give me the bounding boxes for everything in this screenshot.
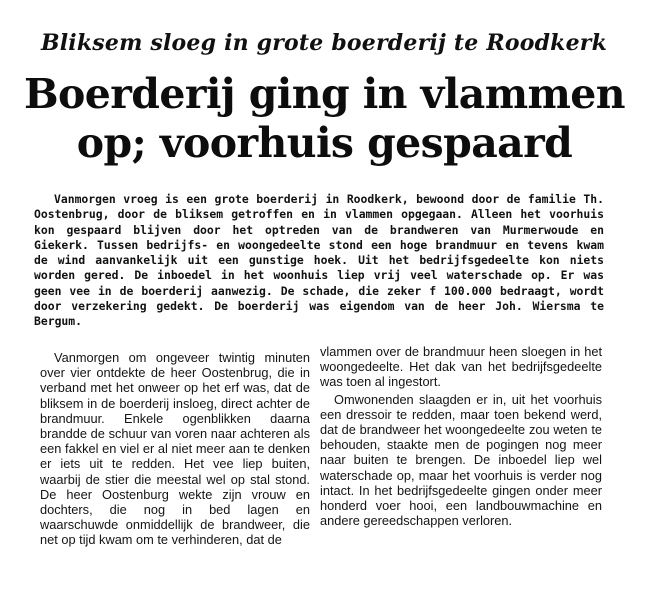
body-column-right xyxy=(320,344,602,528)
body-paragraph: Vanmorgen om ongeveer twintig minuten over vier ontdekte de heer Oostenbrug, die in verband met het onweer op het erf was, dat de bliksem in de boerderij insloeg, direct achter de brandmuur. Enkele ogenblikken daarna brandde de schuur van voren naar achteren als een fakkel en viel er al niet meer aan te denken er iets uit te redden. Het vee liep buiten, waarbij de stier die meestal wel op stal stond. De heer Oostenburg wekte zijn vrouw en dochters, die nog in bed lagen en waarschuwde onmiddellijk de brandweer, die net op tijd kwam om te verhinderen, dat de xyxy=(40,350,310,548)
article-headline: Boerderij ging in vlammen op; voorhuis gespaard xyxy=(23,70,625,167)
article-lead-text: Vanmorgen vroeg is een grote boerderij in Roodkerk, bewoond door de familie Th. Oostenbrug, door de bliksem getroffen en in vlammen opgegaan. Alleen het voorhuis kon gespaard blijven door het optreden van de brandweren van Murmerwoude en Giekerk. Tussen bedrijfs- en woongedeelte stond een hoge brandmuur en tevens kwam de wind aanvankelijk uit een gunstige hoek. Uit het bedrijfsgedeelte kon niets worden gered. De inboedel in het woonhuis liep vrij veel waterschade op. Er was geen vee in de boerderij aanwezig. De schade, die zeker f 100.000 bedraagt, wordt door verzekering gedekt. De boerderij was eigendom van de heer Joh. Wiersma te Bergum. xyxy=(34,192,604,329)
body-column-left xyxy=(40,350,310,548)
body-paragraph-continued: vlammen over de brandmuur heen sloegen in het woongedeelte. Het dak van het bedrijfsgedeelte was toen al ingestort. xyxy=(320,344,602,390)
body-paragraph: Omwonenden slaagden er in, uit het voorhuis een dressoir te redden, maar toen bekend werd, dat de brandweer het woongedeelte zou weten te behouden, staakte men de pogingen nog meer naar buiten te brengen. De inboedel liep wel waterschade op, maar het voorhuis is verder nog intact. In het bedrijfsgedeelte gingen onder meer honderd voer hooi, een landbouwmachine en andere gereedschappen verloren. xyxy=(320,391,602,529)
article-kicker: Bliksem sloeg in grote boerderij te Roodkerk xyxy=(40,30,608,56)
article-lead xyxy=(34,192,604,330)
